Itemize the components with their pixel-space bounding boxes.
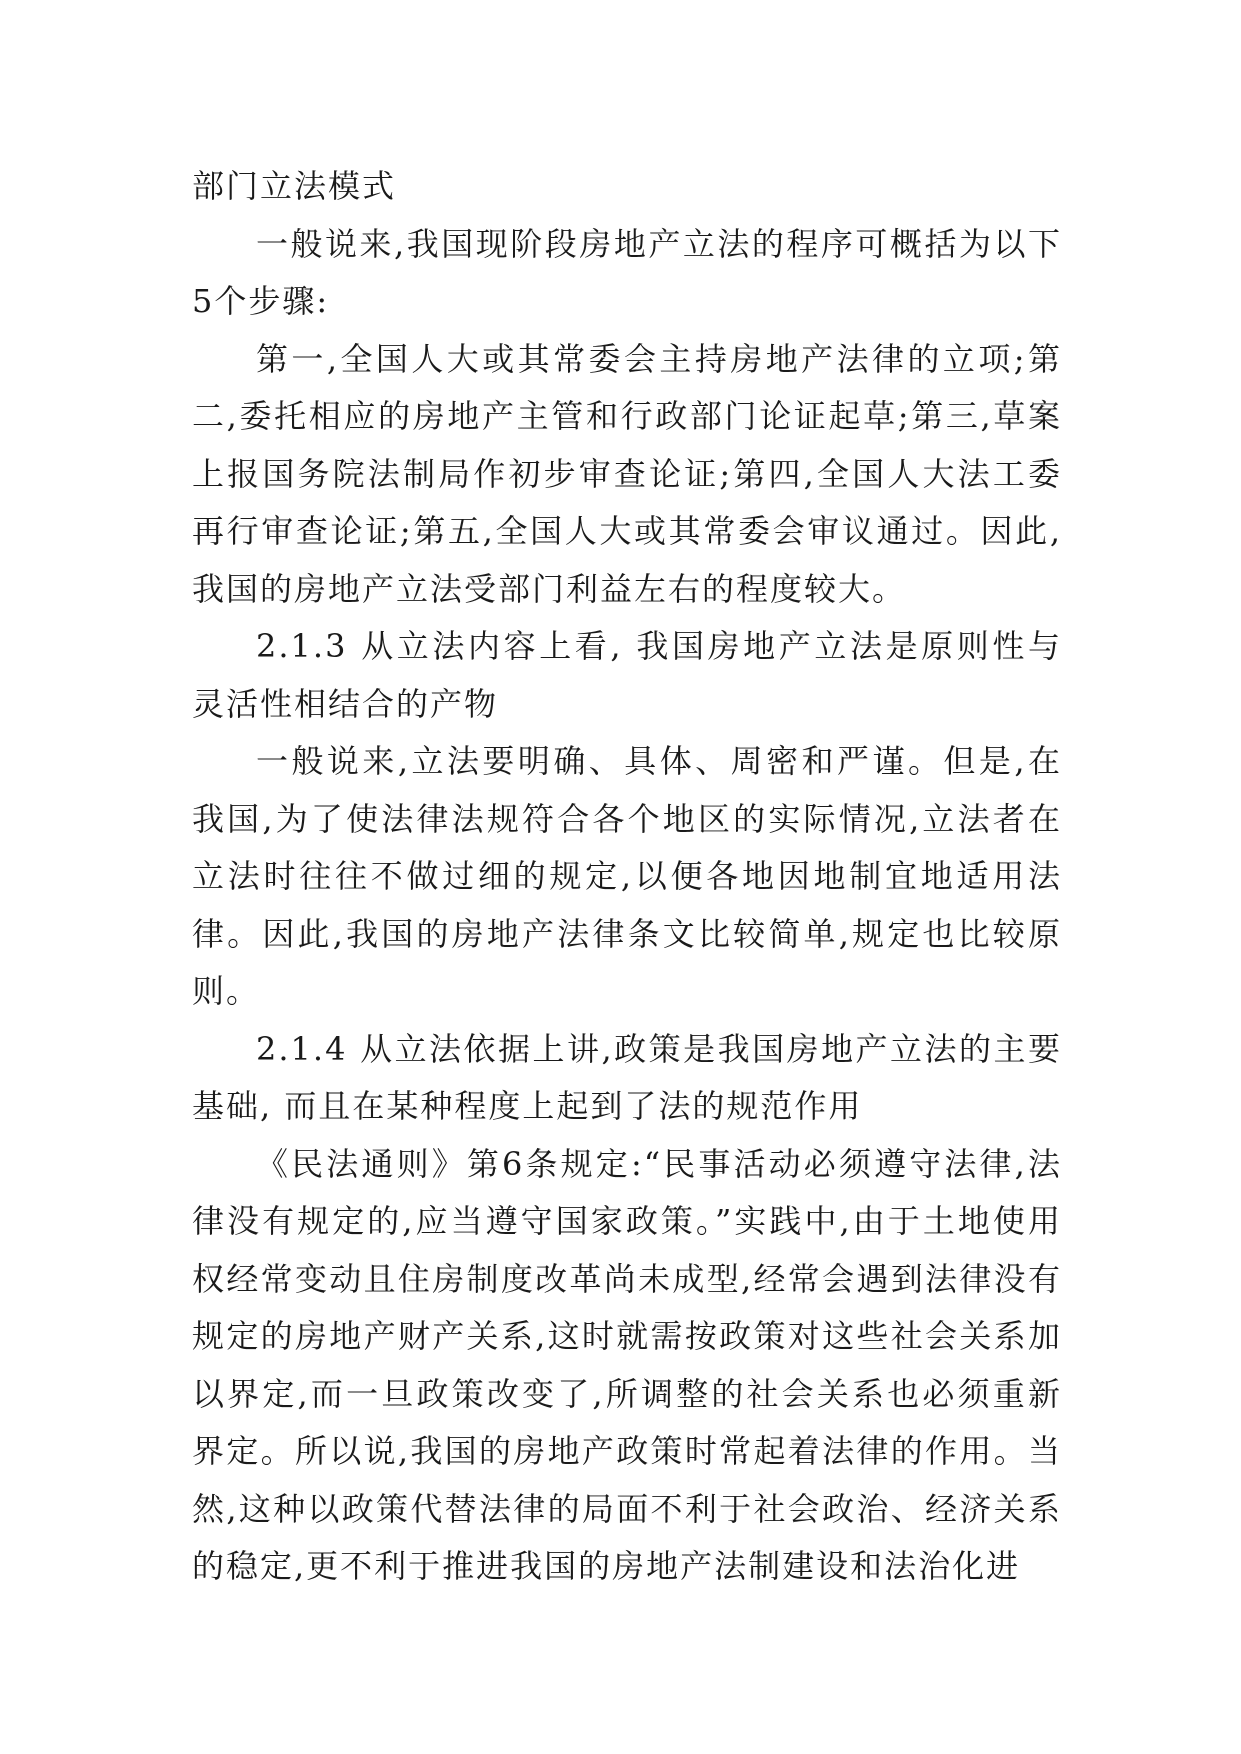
heading-2-1-4: 2.1.4 从立法依据上讲,政策是我国房地产立法的主要基础, 而且在某种程度上起到了法的规范作用 bbox=[192, 1029, 1062, 1125]
paragraph-legislative-steps: 第一,全国人大或其常委会主持房地产法律的立项;第二,委托相应的房地产主管和行政部门论证起草;第三,草案上报国务院法制局作初步审查论证;第四,全国人大法工委再行审查论证;第五,全国人大或其常委会审议通过。因此,我国的房地产立法受部门利益左右的程度较大。 bbox=[192, 339, 1062, 608]
paragraph-section-title: 部门立法模式 bbox=[192, 167, 397, 205]
document-body bbox=[192, 158, 1062, 1596]
heading-2-1-3: 2.1.3 从立法内容上看, 我国房地产立法是原则性与灵活性相结合的产物 bbox=[192, 627, 1062, 723]
paragraph-policy-basis: 《民法通则》第6条规定:“民事活动必须遵守法律,法律没有规定的,应当遵守国家政策。”实践中,由于土地使用权经常变动且住房制度改革尚未成型,经常会遇到法律没有规定的房地产财产关系,这时就需按政策对这些社会关系加以界定,而一旦政策改变了,所调整的社会关系也必须重新界定。所以说,我国的房地产政策时常起着法律的作用。当然,这种以政策代替法律的局面不利于社会政治、经济关系的稳定,更不利于推进我国的房地产法制建设和法治化进 bbox=[192, 1144, 1062, 1585]
paragraph-legislative-steps-intro: 一般说来,我国现阶段房地产立法的程序可概括为以下5个步骤: bbox=[192, 224, 1062, 320]
paragraph-principle-flexibility: 一般说来,立法要明确、具体、周密和严谨。但是,在我国,为了使法律法规符合各个地区的实际情况,立法者在立法时往往不做过细的规定,以便各地因地制宜地适用法律。因此,我国的房地产法律条文比较简单,规定也比较原则。 bbox=[192, 742, 1062, 1010]
